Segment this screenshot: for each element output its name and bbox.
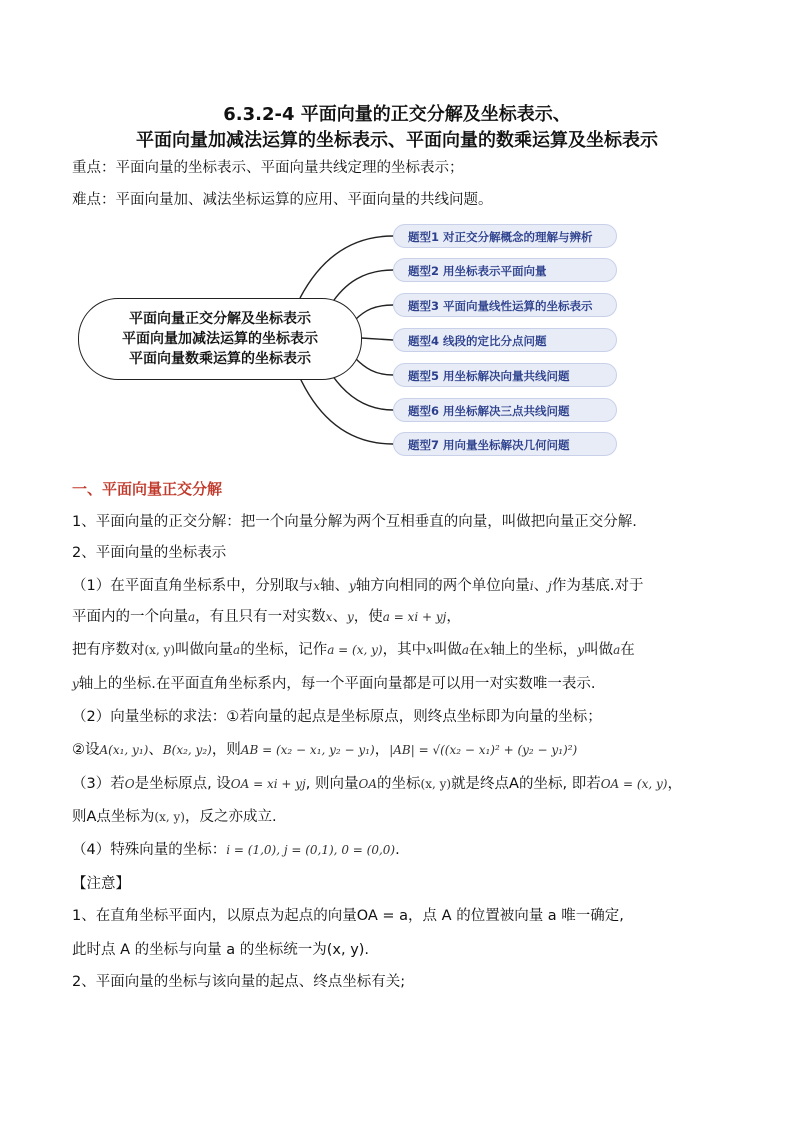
paragraph-4: 平面内的一个向量a，有且只有一对实数x、y，使a = xi + yj，	[72, 609, 461, 625]
math-ab-length: |AB| = √((x₂ − x₁)² + (y₂ − y₁)²)	[389, 743, 578, 757]
connector-7	[300, 378, 393, 444]
mindmap-branch-5: 题型5 用坐标解决向量共线问题	[393, 363, 617, 387]
paragraph-8: ②设A(x₁, y₁)、B(x₂, y₂)，则AB = (x₂ − x₁, y₂ − y₁)，|AB| = √((x₂ − x₁)² + (y₂ − y₁)²)	[72, 742, 578, 758]
mindmap-center-line1: 平面向量正交分解及坐标表示	[129, 311, 311, 327]
math-j: j	[548, 579, 552, 593]
key-points: 重点：平面向量的坐标表示、平面向量共线定理的坐标表示；	[72, 160, 464, 176]
mindmap-branch-7: 题型7 用向量坐标解决几何问题	[393, 432, 617, 456]
difficulties: 难点：平面向量加、减法坐标运算的应用、平面向量的共线问题。	[72, 192, 493, 208]
paragraph-11: （4）特殊向量的坐标：i = (1,0), j = (0,1), 0 = (0,0).	[72, 842, 400, 858]
connector-2	[330, 270, 393, 306]
mindmap-branch-2: 题型2 用坐标表示平面向量	[393, 258, 617, 282]
paragraph-2: 2、平面向量的坐标表示	[72, 545, 227, 561]
mindmap-branch-1: 题型1 对正交分解概念的理解与辨析	[393, 224, 617, 248]
mindmap-branch-4: 题型4 线段的定比分点问题	[393, 328, 617, 352]
mindmap-branch-6: 题型6 用坐标解决三点共线问题	[393, 398, 617, 422]
page-title-line2: 平面向量加减法运算的坐标表示、平面向量的数乘运算及坐标表示	[136, 130, 658, 151]
paragraph-9: （3）若O是坐标原点, 设OA = xi + yj, 则向量OA的坐标(x, y)就是终点A的坐标, 即若OA = (x, y)，	[72, 776, 682, 792]
paragraph-7: （2）向量坐标的求法：①若向量的起点是坐标原点，则终点坐标即为向量的坐标；	[72, 709, 602, 725]
paragraph-6: y轴上的坐标.在平面直角坐标系内，每一个平面向量都是可以用一对实数唯一表示.	[72, 676, 596, 692]
mindmap-branch-3: 题型3 平面向量线性运算的坐标表示	[393, 293, 617, 317]
note-2: 此时点 A 的坐标与向量 a 的坐标统一为(x, y).	[72, 942, 370, 958]
math-x: x	[313, 579, 321, 593]
page-title-line1: 6.3.2-4 平面向量的正交分解及坐标表示、	[223, 104, 571, 125]
section-heading: 一、平面向量正交分解	[72, 480, 223, 498]
paragraph-10: 则A点坐标为(x, y)，反之亦成立.	[72, 809, 277, 825]
connector-3	[355, 305, 393, 320]
connector-5	[355, 358, 393, 375]
paragraph-3: （1）在平面直角坐标系中，分别取与x轴、y轴方向相同的两个单位向量i、j作为基底.对于	[72, 578, 644, 594]
math-special-vectors: i = (1,0), j = (0,1), 0 = (0,0)	[226, 843, 396, 857]
note-3: 2、平面向量的坐标与该向量的起点、终点坐标有关;	[72, 974, 406, 990]
paragraph-5: 把有序数对(x, y)叫做向量a的坐标，记作a = (x, y)，其中x叫做a在x轴上的坐标，y叫做a在	[72, 642, 635, 658]
note-heading: 【注意】	[72, 876, 130, 892]
math-y: y	[349, 579, 356, 593]
math-a-eq: a = xi + yj	[382, 610, 447, 624]
mindmap-center	[78, 298, 362, 380]
connector-4	[361, 338, 393, 340]
math-ab-vector: AB = (x₂ − x₁, y₂ − y₁)	[240, 743, 375, 757]
connector-6	[330, 372, 393, 410]
math-a: a	[188, 610, 196, 624]
mindmap-center-line3: 平面向量数乘运算的坐标表示	[129, 351, 311, 367]
connector-1	[300, 236, 393, 298]
note-1: 1、在直角坐标平面内，以原点为起点的向量OA = a，点 A 的位置被向量 a 唯一确定,	[72, 908, 624, 924]
math-point-a: A(x₁, y₁)	[99, 743, 149, 757]
paragraph-1: 1、平面向量的正交分解：把一个向量分解为两个互相垂直的向量，叫做把向量正交分解.	[72, 514, 637, 530]
mindmap-center-line2: 平面向量加减法运算的坐标表示	[122, 331, 318, 347]
math-a-coord: a = (x, y)	[327, 643, 383, 657]
math-i: i	[529, 579, 534, 593]
math-point-b: B(x₂, y₂)	[162, 743, 212, 757]
